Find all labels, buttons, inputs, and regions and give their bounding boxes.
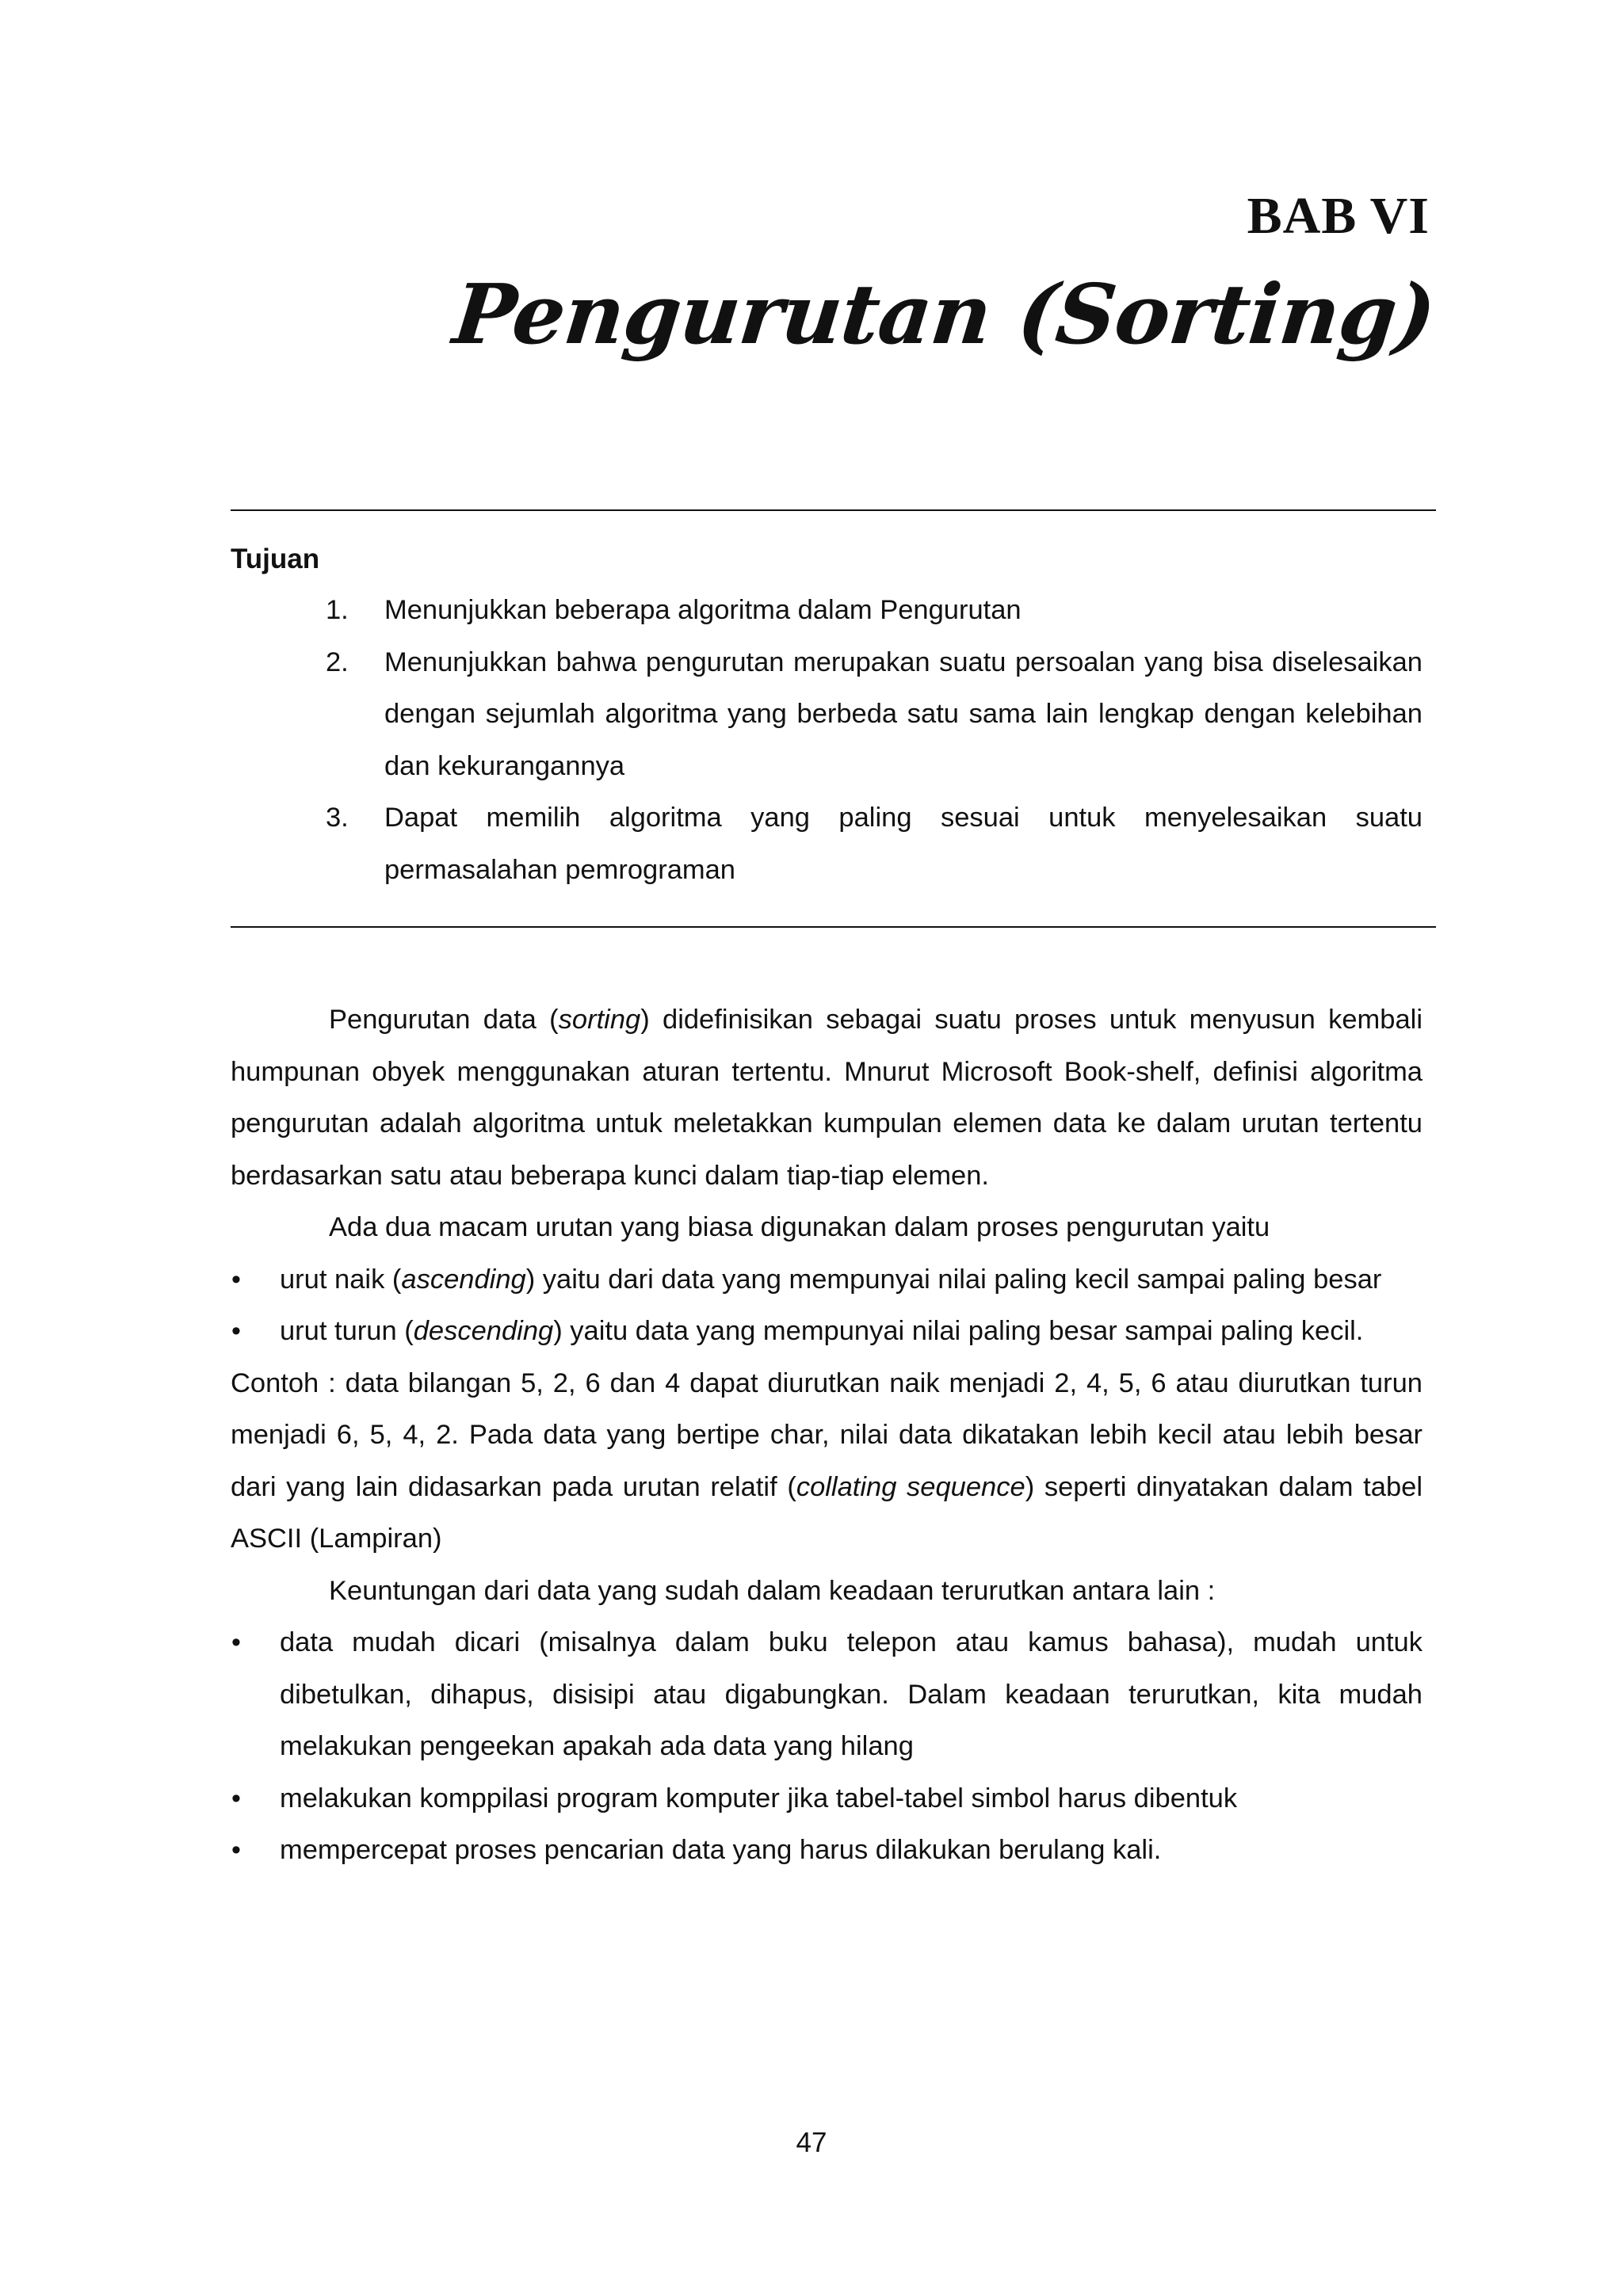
advantages-intro: Keuntungan dari data yang sudah dalam keadaan terurutkan antara lain : (329, 1575, 1216, 1606)
chapter-title: Pengurutan (Sorting) (449, 265, 1440, 363)
text-run: Contoh : data bilangan 5, 2, 6 dan 4 dapat diurutkan naik menjadi 2, 4, 5, 6 atau diurutkan turun menjadi 6, 5, 4, 2. Pada data yang bertipe char, nilai data dikatakan lebih kecil atau lebih besar dari yang lain didasarkan pada urutan relatif ( (231, 1367, 1423, 1502)
text-run: ) didefinisikan sebagai suatu proses untuk menyusun kembali humpunan obyek menggunakan aturan tertentu. Mnurut Microsoft Book-shelf, definisi algoritma pengurutan adalah algoritma untuk meletakkan kumpulan elemen data ke dalam urutan tertentu berdasarkan satu atau beberapa kunci dalam tiap-tiap elemen. (231, 1005, 1423, 1191)
bullet-icon (231, 1825, 242, 1877)
objective-text: Menunjukkan bahwa pengurutan merupakan suatu persoalan yang bisa diselesaikan dengan sejumlah algoritma yang berbeda satu sama lain lengkap dengan kelebihan dan kekurangannya (384, 646, 1423, 781)
definition-paragraph (231, 994, 1423, 1202)
list-item (231, 1825, 1423, 1877)
objective-number: 2. (326, 646, 349, 677)
page-number: 47 (796, 2127, 827, 2158)
emphasis-term: ascending (401, 1264, 526, 1295)
text-run: Pengurutan data ( (329, 1005, 559, 1035)
order-types-list (231, 1254, 1423, 1358)
objectives-heading: Tujuan (231, 543, 320, 574)
bullet-icon (231, 1254, 242, 1306)
bullet-icon (231, 1773, 242, 1825)
list-item (231, 1254, 1423, 1306)
main-content (231, 994, 1423, 1877)
text-run: urut turun ( (280, 1316, 414, 1346)
bullet-icon (231, 1617, 242, 1669)
objectives-section (231, 533, 1423, 896)
objective-text: Menunjukkan beberapa algoritma dalam Pengurutan (384, 595, 1022, 625)
list-item-text: mempercepat proses pencarian data yang harus dilakukan berulang kali. (280, 1835, 1162, 1865)
emphasis-term: sorting (558, 1005, 641, 1035)
example-paragraph (231, 1358, 1423, 1566)
emphasis-term: descending (413, 1316, 554, 1346)
objective-text: Dapat memilih algoritma yang paling sesuai untuk menyelesaikan suatu permasalahan pemrograman (384, 803, 1423, 885)
list-item (231, 1773, 1423, 1825)
list-item-text: data mudah dicari (misalnya dalam buku telepon atau kamus bahasa), mudah untuk dibetulkan, dihapus, disisipi atau digabungkan. Dalam keadaan terurutkan, kita mudah melakukan pengeekan apakah ada data yang hilang (280, 1627, 1423, 1761)
objective-item (231, 792, 1423, 896)
objective-item (231, 637, 1423, 793)
objective-item (231, 585, 1423, 637)
order-types-intro: Ada dua macam urutan yang biasa digunakan dalam proses pengurutan yaitu (329, 1212, 1270, 1242)
text-run: ) yaitu data yang mempunyai nilai paling besar sampai paling kecil. (553, 1316, 1364, 1346)
bullet-icon (231, 1306, 242, 1358)
objective-number: 1. (326, 595, 349, 625)
top-divider (231, 509, 1436, 511)
list-item (231, 1617, 1423, 1773)
bottom-divider (231, 926, 1436, 928)
objective-number: 3. (326, 803, 349, 833)
text-run: ) seperti dinyatakan dalam tabel ASCII (Lampiran) (231, 1471, 1423, 1554)
text-run: ) yaitu dari data yang mempunyai nilai paling kecil sampai paling besar (525, 1264, 1382, 1295)
advantages-list (231, 1617, 1423, 1877)
emphasis-term: collating sequence (796, 1471, 1025, 1502)
objectives-list (231, 585, 1423, 896)
text-run: urut naik ( (280, 1264, 402, 1295)
list-item (231, 1306, 1423, 1358)
chapter-label: BAB VI (1247, 187, 1430, 245)
list-item-text: melakukan komppilasi program komputer jika tabel-tabel simbol harus dibentuk (280, 1783, 1238, 1814)
